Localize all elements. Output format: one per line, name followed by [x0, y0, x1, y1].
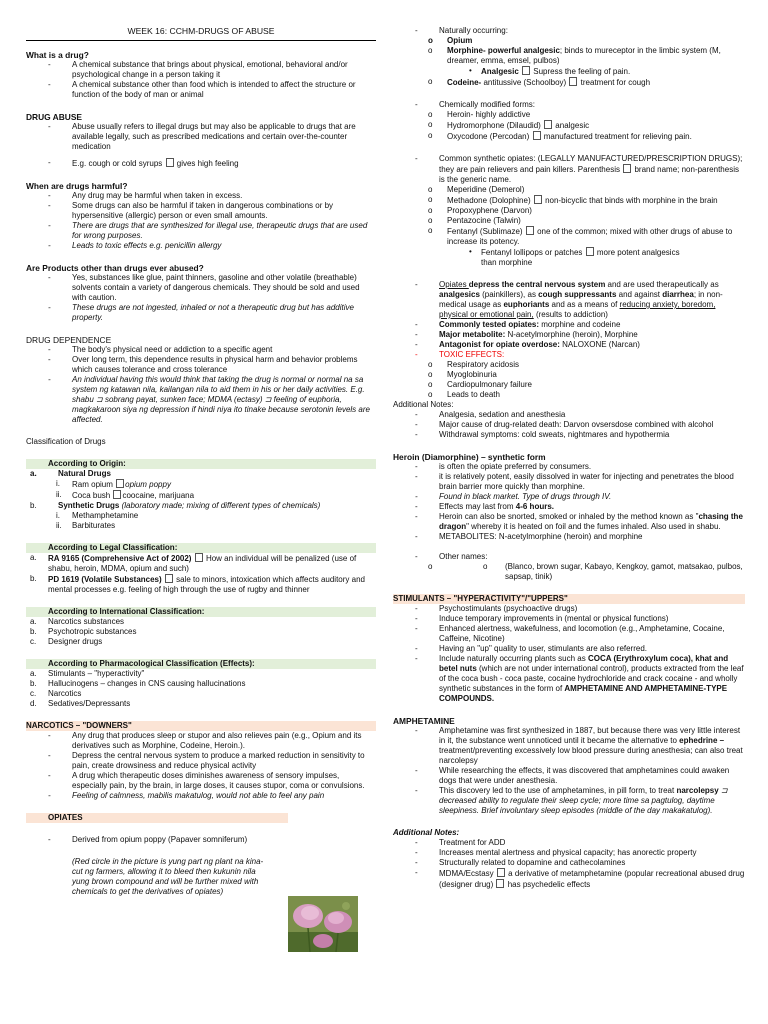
- arrow-box-icon: [497, 868, 505, 877]
- natural-drugs-list: [26, 479, 376, 501]
- narcotics-list: [26, 731, 376, 801]
- list-item: o o (Blanco, brown sugar, Kabayo, Kengkoy, gamot, matsakao, pulbos, sapsap, tinik): [393, 562, 745, 582]
- dependence-heading: DRUG DEPENDENCE: [26, 335, 112, 345]
- list-item: ii. Coca bush coocaine, marijuana: [56, 490, 195, 500]
- when-harmful-heading: When are drugs harmful?: [26, 181, 128, 191]
- list-item: - Common synthetic opiates: (LEGALLY MANUFACTURED/PRESCRIPTION DRUGS); they are pain relievers and pain killers. Parenthesis brand name; non-parenthesis is the generic name.: [393, 154, 745, 185]
- list-item: - Major metabolite: N-acetylmorphine (heroin), Morphine: [393, 330, 745, 340]
- list-item: - METABOLITES: N-acetylmorphine (heroin) and morphine: [393, 532, 745, 542]
- opium-poppy-image: [288, 896, 358, 952]
- list-item: - Enhanced alertness, wakefulness, and locomotion (e.g., Amphetamine, Cocaine, Caffeine, Nicotine): [393, 624, 745, 644]
- chemically-modified-section: [393, 100, 745, 110]
- list-item: - These drugs are not ingested, inhaled or not a therapeutic drug but has additive property.: [26, 303, 376, 323]
- list-item: a. RA 9165 (Comprehensive Act of 2002) How an individual will be penalized (use of shabu, heroin, MDMA, opium and such): [30, 553, 357, 573]
- title-rule: [26, 40, 376, 41]
- chemically-modified-list: [393, 110, 745, 142]
- international-section-label: According to International Classification:: [26, 607, 376, 617]
- list-item: o Codeine- antitussive (Schoolboy) treatment for cough: [393, 77, 745, 88]
- page-title: WEEK 16: CCHM-DRUGS OF ABUSE: [127, 26, 275, 36]
- list-item: - Having an "up" quality to user, stimulants are also referred.: [393, 644, 745, 654]
- list-item: o Morphine- powerful analgesic; binds to mureceptor in the limbic system (M, dreamer, emma, emsel, pulbos): [393, 46, 745, 66]
- arrow-box-icon: [586, 247, 594, 256]
- toxic-effects-list: [393, 360, 745, 400]
- list-item: - Amphetamine was first synthesized in 1887, but because there was very little interest in it, the substance went unnoticed until it became the alternative to ephedrine – treatment/preventing excessively low blood pressure during anesthesia; can also treat narcolepsy: [393, 726, 745, 766]
- list-item: - Found in black market. Type of drugs through IV.: [393, 492, 745, 502]
- drug-abuse-list: [26, 122, 376, 169]
- list-item: b. Psychotropic substances: [30, 627, 137, 636]
- list-item: o Hydromorphone (Dilaudid) analgesic: [393, 120, 745, 131]
- list-item: - E.g. cough or cold syrups gives high feeling: [26, 158, 376, 169]
- arrow-box-icon: [195, 553, 203, 562]
- dependence-list: [26, 345, 376, 425]
- list-item: - Include naturally occurring plants such as COCA (Erythroxylum coca), khat and betel nuts (which are not under international control), products extracted from the leaf of the coca bush - coca paste, cocaine hydrochloride and crack cocaine - and wholly synthetic substances in the form of AMPHETAMINE AND AMPHETAMINE-TYPE COMPOUNDS.: [393, 654, 745, 704]
- naturally-occurring-list: [393, 36, 745, 66]
- list-item: d. Sedatives/Depressants: [30, 699, 131, 708]
- legal-list: [26, 553, 376, 595]
- what-is-drug-heading: What is a drug?: [26, 50, 89, 60]
- list-item: c. Designer drugs: [30, 637, 103, 646]
- additional-notes-2-list: [393, 838, 745, 890]
- list-item: c. Narcotics: [30, 689, 82, 698]
- list-item: b. Hallucinogens – changes in CNS causing hallucinations: [30, 679, 246, 688]
- list-item: - is often the opiate preferred by consumers.: [393, 462, 745, 472]
- synthetic-opiates-section: [393, 154, 745, 185]
- list-item: - Effects may last from 4-6 hours.: [393, 502, 745, 512]
- drug-abuse-heading: DRUG ABUSE: [26, 112, 82, 122]
- list-item: - There are drugs that are synthesized for illegal use, therapeutic drugs that are used for wrong purposes.: [26, 221, 376, 241]
- list-item: - Abuse usually refers to illegal drugs but may also be applicable to drugs that are available legally, such as prescribed medications and certain over-the-counter medication: [26, 122, 376, 152]
- list-item: a. Narcotics substances: [30, 617, 125, 626]
- list-item: o Opium: [393, 36, 745, 46]
- list-item: a. Stimulants – "hyperactivity": [30, 669, 145, 678]
- arrow-box-icon: [533, 131, 541, 140]
- list-item: - MDMA/Ecstasy a derivative of metamphetamine (popular recreational abused drug (designer drug) has psychedelic effects: [393, 868, 745, 890]
- list-item: ii. Barbiturates: [56, 521, 116, 530]
- list-item: o Pentazocine (Talwin): [393, 216, 745, 226]
- list-item: - Major cause of drug-related death: Darvon ovsersdose combined with alcohol: [393, 420, 745, 430]
- arrow-box-icon: [113, 490, 121, 499]
- list-item: o Leads to death: [393, 390, 745, 400]
- list-item: o Heroin- highly addictive: [393, 110, 745, 120]
- heroin-heading: Heroin (Diamorphine) – synthetic form: [393, 452, 546, 462]
- list-item: o Myoglobinuria: [393, 370, 745, 380]
- list-item: - While researching the effects, it was discovered that amphetamines could awaken dogs that were under anesthesia.: [393, 766, 745, 786]
- opiates-list: [26, 835, 376, 845]
- international-list: [26, 617, 376, 647]
- list-item: - Increases mental alertness and physical capacity; has anorectic property: [393, 848, 745, 858]
- what-is-drug-list: [26, 60, 376, 100]
- list-item: - The body's physical need or addiction to a specific agent: [26, 345, 376, 355]
- products-list: [26, 273, 376, 323]
- list-item: - Chemically modified forms:: [393, 100, 745, 110]
- list-item: - An individual having this would think that taking the drug is normal or normal na sa system ng katawan nila, kailangan nila to aid them in his or her daily activities. E.g. shabu ⊐ sobrang payat, sunken face; MDMA (ectasy) ⊐ feeling of euphoria, magkakaroon siya ng depression if hindi niya ito tinake because serotonin levels are affected.: [26, 375, 376, 425]
- additional-notes-label: Additional Notes:: [393, 400, 454, 409]
- list-item: - Analgesia, sedation and anesthesia: [393, 410, 745, 420]
- classification-heading: Classification of Drugs: [26, 437, 106, 446]
- list-item: o Respiratory acidosis: [393, 360, 745, 370]
- list-item: i. Methamphetamine: [56, 511, 139, 520]
- pharmacological-list: [26, 669, 376, 709]
- additional-notes-2-label: Additional Notes:: [393, 828, 460, 837]
- right-column: [393, 26, 745, 890]
- list-item: a. Natural Drugs: [30, 469, 111, 478]
- amphetamine-heading: AMPHETAMINE: [393, 716, 455, 726]
- arrow-box-icon: [116, 479, 124, 488]
- origin-section-label: According to Origin:: [26, 459, 376, 469]
- list-item: - Heroin can also be snorted, smoked or inhaled by the method known as "chasing the dragon" whereby it is heated on foil and the fumes inhaled. Also used in shabu.: [393, 512, 745, 532]
- when-harmful-list: [26, 191, 376, 251]
- left-column: [26, 50, 376, 897]
- arrow-box-icon: [569, 77, 577, 86]
- list-item: b. Synthetic Drugs (laboratory made; mixing of different types of chemicals): [30, 501, 321, 510]
- amphetamine-list: [393, 726, 745, 816]
- list-item: - Any drug that produces sleep or stupor and also relieves pain (e.g., Opium and its derivatives such as Morphine, Codeine, Heroin.).: [26, 731, 376, 751]
- arrow-box-icon: [544, 120, 552, 129]
- list-item: o Propoxyphene (Darvon): [393, 206, 745, 216]
- list-item: - Treatment for ADD: [393, 838, 745, 848]
- list-item: - Leads to toxic effects e.g. penicillin allergy: [26, 241, 376, 251]
- list-item: - Yes, substances like glue, paint thinners, gasoline and other volatile (breathable) solvents contain a variety of dangerous chemicals. They should be sold and used with caution.: [26, 273, 376, 303]
- origin-list: [26, 469, 376, 479]
- list-item: - A chemical substance that brings about physical, emotional, behavioral and/or psychological change in a person taking it: [26, 60, 376, 80]
- list-item: - Derived from opium poppy (Papaver somniferum): [26, 835, 272, 845]
- list-item: - Psychostimulants (psychoactive drugs): [393, 604, 745, 614]
- opiates-note: (Red circle in the picture is yung part ng plant na kina-cut ng farmers, allowing it to bleed then kukunin nila yung brown compound and will be further mixed with chemicals to get the derivatives of opiates): [72, 857, 264, 896]
- arrow-box-icon: [623, 164, 631, 173]
- list-item: - A drug which therapeutic doses diminishes awareness of sensory impulses, especially pain, by the brain, in large doses, it causes stupor, coma or convulsions.: [26, 771, 376, 791]
- list-item: - Naturally occurring:: [393, 26, 745, 36]
- legal-section-label: According to Legal Classification:: [26, 543, 376, 553]
- opiates-heading: OPIATES: [26, 813, 288, 823]
- list-item: - Depress the central nervous system to produce a marked reduction in sensitivity to pain, create drowsiness and reduce physical activity: [26, 751, 376, 771]
- list-item: o Methadone (Dolophine) non-bicyclic that binds with morphine in the brain: [393, 195, 745, 206]
- arrow-box-icon: [526, 226, 534, 235]
- list-item: i. Ram opium opium poppy: [56, 479, 171, 489]
- list-item: - Commonly tested opiates: morphine and codeine: [393, 320, 745, 330]
- naturally-occurring-section: [393, 26, 745, 36]
- arrow-box-icon: [534, 195, 542, 204]
- list-item: - Some drugs can also be harmful if taken in dangerous combinations or by hypersensitive (allergic) person or even small amounts.: [26, 201, 376, 221]
- list-item: o Fentanyl (Sublimaze) one of the common; mixed with other drugs of abuse to increase its potency.: [393, 226, 745, 247]
- list-item: - Other names:: [393, 552, 745, 562]
- opiates-effects-section: [393, 280, 745, 360]
- list-item: - Withdrawal symptoms: cold sweats, nightmares and hypothermia: [393, 430, 745, 440]
- list-item: - Opiates depress the central nervous system and are used therapeutically as analgesics (painkillers), as cough suppressants and against diarrhea; in non-medical usage as euphoriants and as a means of reducing anxiety, boredom, physical or emotional pain, (results to addiction): [393, 280, 745, 320]
- synthetic-drugs-item: [26, 501, 376, 511]
- synthetic-opiates-list: [393, 185, 745, 247]
- products-heading: Are Products other than drugs ever abused?: [26, 263, 204, 273]
- list-item: - Over long term, this dependence results in physical harm and behavior problems which causes tolerance and cross tolerance: [26, 355, 376, 375]
- stimulants-heading: STIMULANTS – "HYPERACTIVITY"/"UPPERS": [393, 594, 745, 604]
- list-item: - Induce temporary improvements in (mental or physical functions): [393, 614, 745, 624]
- list-item: - A chemical substance other than food which is intended to affect the structure or function of the body of man or animal: [26, 80, 376, 100]
- list-item: o Oxycodone (Percodan) manufactured treatment for relieving pain.: [393, 131, 745, 142]
- list-item: - This discovery led to the use of amphetamines, in pill form, to treat narcolepsy ⊐ decreased ability to regulate their sleep cycle; more time sa pagtulog, daytime sleepiness. Brief involuntary sleep episodes (middle of the day makakatulog).: [393, 786, 745, 816]
- toxic-effects-label: - TOXIC EFFECTS:: [393, 350, 745, 360]
- additional-notes-list: [393, 410, 745, 440]
- stimulants-list: [393, 604, 745, 704]
- list-item: • Analgesic Supress the feeling of pain.: [393, 66, 745, 77]
- list-item: - Structurally related to dopamine and cathecolamines: [393, 858, 745, 868]
- list-item: o Meperidine (Demerol): [393, 185, 745, 195]
- narcotics-heading: NARCOTICS – "DOWNERS": [26, 721, 376, 731]
- list-item: - Feeling of calmness, mabilis makatulog, would not able to feel any pain: [26, 791, 376, 801]
- pharmacological-section-label: According to Pharmacological Classification (Effects):: [26, 659, 376, 669]
- list-item: - Any drug may be harmful when taken in excess.: [26, 191, 376, 201]
- list-item: b. PD 1619 (Volatile Substances) sale to minors, intoxication which affects auditory and mental processes e.g. feeling of high through the use of rugby and thinner: [30, 574, 365, 594]
- list-item: - it is relatively potent, easily dissolved in water for injecting and penetrates the blood brain barrier more quickly than morphine.: [393, 472, 745, 492]
- synthetic-drugs-list: [26, 511, 376, 531]
- list-item: - Antagonist for opiate overdose: NALOXONE (Narcan): [393, 340, 745, 350]
- heroin-list: [393, 462, 745, 562]
- arrow-box-icon: [522, 66, 530, 75]
- arrow-box-icon: [165, 574, 173, 583]
- arrow-box-icon: [496, 879, 504, 888]
- list-item: • Fentanyl lollipops or patches more potent analgesics than morphine: [393, 247, 745, 268]
- other-names-list: [393, 562, 745, 582]
- list-item: o Cardiopulmonary failure: [393, 380, 745, 390]
- arrow-box-icon: [166, 158, 174, 167]
